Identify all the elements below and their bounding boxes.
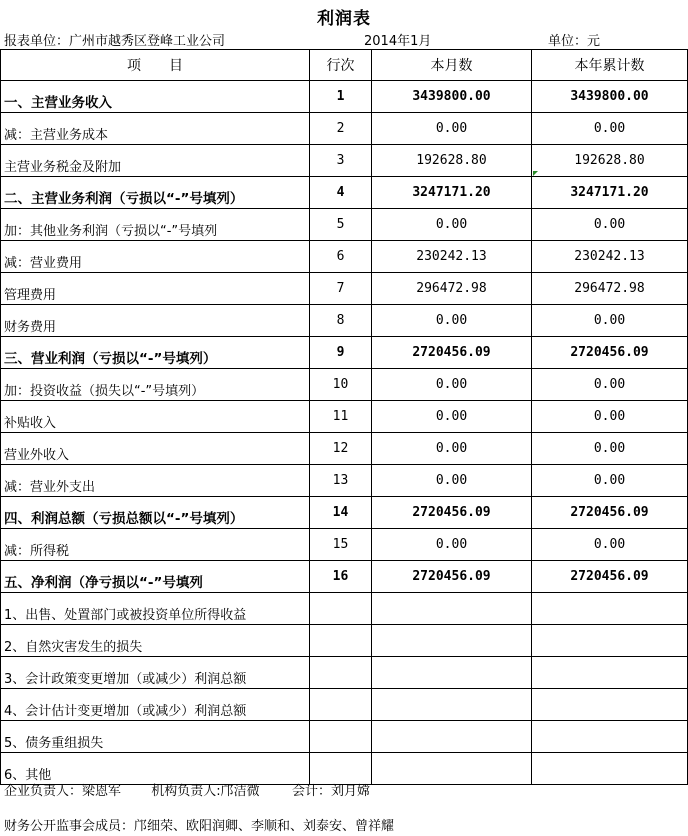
row-ytd-value: 2720456.09	[532, 497, 688, 529]
table-row	[1, 401, 688, 433]
row-line-number: 7	[310, 273, 372, 305]
row-month-value: 3247171.20	[372, 177, 532, 209]
row-line-number: 6	[310, 241, 372, 273]
row-item-label: 6、其他	[1, 753, 310, 785]
row-line-number	[310, 689, 372, 721]
table-row	[1, 369, 688, 401]
table-row	[1, 273, 688, 305]
row-line-number: 8	[310, 305, 372, 337]
table-row	[1, 113, 688, 145]
row-line-number: 12	[310, 433, 372, 465]
row-item-label: 2、自然灾害发生的损失	[1, 625, 310, 657]
org-owner-signature: 机构负责人:邝洁微	[151, 784, 260, 799]
row-line-number	[310, 625, 372, 657]
row-ytd-value: 0.00	[532, 401, 688, 433]
row-month-value	[372, 689, 532, 721]
row-month-value: 0.00	[372, 369, 532, 401]
row-ytd-value: 0.00	[532, 433, 688, 465]
cell-comment-marker	[533, 171, 538, 176]
row-ytd-value: 192628.80	[532, 145, 688, 177]
income-statement-table	[0, 49, 688, 785]
row-item-label: 四、利润总额（亏损总额以“-”号填列）	[1, 497, 310, 529]
row-month-value: 0.00	[372, 305, 532, 337]
row-item-label: 营业外收入	[1, 433, 310, 465]
row-item-label: 五、净利润（净亏损以“-”号填列	[1, 561, 310, 593]
table-row	[1, 209, 688, 241]
row-line-number: 9	[310, 337, 372, 369]
row-ytd-value	[532, 657, 688, 689]
reporting-unit: 报表单位：广州市越秀区登峰工业公司	[4, 34, 226, 49]
row-item-label: 3、会计政策变更增加（或减少）利润总额	[1, 657, 310, 689]
row-line-number: 10	[310, 369, 372, 401]
row-month-value: 0.00	[372, 529, 532, 561]
row-ytd-value: 0.00	[532, 305, 688, 337]
table-row	[1, 561, 688, 593]
row-month-value	[372, 721, 532, 753]
col-header-item: 项 目	[1, 50, 310, 81]
row-item-label: 减：营业费用	[1, 241, 310, 273]
row-ytd-value	[532, 753, 688, 785]
owner-signature: 企业负责人：梁恩军	[4, 784, 122, 799]
accountant-signature: 会计：刘月嫦	[291, 784, 370, 799]
col-header-line: 行次	[310, 50, 372, 81]
row-item-label: 二、主营业务利润（亏损以“-”号填列）	[1, 177, 310, 209]
row-item-label: 减：营业外支出	[1, 465, 310, 497]
row-item-label: 减：主营业务成本	[1, 113, 310, 145]
table-row	[1, 81, 688, 113]
row-month-value: 2720456.09	[372, 497, 532, 529]
row-line-number: 1	[310, 81, 372, 113]
row-ytd-value	[532, 689, 688, 721]
table-row	[1, 337, 688, 369]
row-month-value: 2720456.09	[372, 337, 532, 369]
row-month-value: 2720456.09	[372, 561, 532, 593]
signature-line	[4, 780, 370, 799]
row-item-label: 加：其他业务利润（亏损以“-”号填列	[1, 209, 310, 241]
row-item-label: 加：投资收益（损失以“-”号填列）	[1, 369, 310, 401]
table-row	[1, 177, 688, 209]
table-row	[1, 497, 688, 529]
row-item-label: 一、主营业务收入	[1, 81, 310, 113]
report-period: 2014年1月	[364, 34, 432, 49]
row-line-number: 11	[310, 401, 372, 433]
committee-members: 财务公开监事会成员：邝细荣、欧阳润卿、李顺和、刘泰安、曾祥耀	[4, 819, 395, 834]
table-row	[1, 145, 688, 177]
row-item-label: 管理费用	[1, 273, 310, 305]
table-row	[1, 305, 688, 337]
row-item-label: 主营业务税金及附加	[1, 145, 310, 177]
row-ytd-value: 3247171.20	[532, 177, 688, 209]
row-line-number	[310, 721, 372, 753]
row-item-label: 5、债务重组损失	[1, 721, 310, 753]
row-item-label: 4、会计估计变更增加（或减少）利润总额	[1, 689, 310, 721]
table-row	[1, 593, 688, 625]
row-line-number	[310, 657, 372, 689]
row-line-number: 13	[310, 465, 372, 497]
table-row	[1, 465, 688, 497]
table-row	[1, 689, 688, 721]
table-row	[1, 529, 688, 561]
row-ytd-value: 0.00	[532, 369, 688, 401]
row-line-number: 4	[310, 177, 372, 209]
row-month-value: 0.00	[372, 433, 532, 465]
row-ytd-value: 0.00	[532, 529, 688, 561]
row-line-number: 2	[310, 113, 372, 145]
row-month-value: 0.00	[372, 113, 532, 145]
row-month-value: 192628.80	[372, 145, 532, 177]
row-ytd-value	[532, 593, 688, 625]
row-ytd-value: 2720456.09	[532, 561, 688, 593]
row-item-label: 财务费用	[1, 305, 310, 337]
table-row	[1, 433, 688, 465]
row-month-value	[372, 657, 532, 689]
row-item-label: 1、出售、处置部门或被投资单位所得收益	[1, 593, 310, 625]
currency-unit: 单位：元	[548, 34, 601, 49]
row-line-number: 3	[310, 145, 372, 177]
row-line-number: 16	[310, 561, 372, 593]
header-row	[1, 50, 688, 81]
row-ytd-value: 3439800.00	[532, 81, 688, 113]
table-row	[1, 241, 688, 273]
row-ytd-value: 230242.13	[532, 241, 688, 273]
row-month-value	[372, 593, 532, 625]
row-month-value: 0.00	[372, 209, 532, 241]
col-header-ytd: 本年累计数	[532, 50, 688, 81]
row-month-value	[372, 753, 532, 785]
row-ytd-value	[532, 721, 688, 753]
row-month-value	[372, 625, 532, 657]
row-line-number: 5	[310, 209, 372, 241]
report-title: 利润表	[317, 9, 371, 29]
col-header-month: 本月数	[372, 50, 532, 81]
row-ytd-value: 0.00	[532, 465, 688, 497]
row-month-value: 3439800.00	[372, 81, 532, 113]
row-item-label: 补贴收入	[1, 401, 310, 433]
row-month-value: 0.00	[372, 465, 532, 497]
table-row	[1, 625, 688, 657]
row-line-number: 14	[310, 497, 372, 529]
row-month-value: 0.00	[372, 401, 532, 433]
report-meta	[0, 30, 688, 50]
row-line-number: 15	[310, 529, 372, 561]
table-row	[1, 657, 688, 689]
row-month-value: 296472.98	[372, 273, 532, 305]
table-row	[1, 721, 688, 753]
row-ytd-value: 296472.98	[532, 273, 688, 305]
row-month-value: 230242.13	[372, 241, 532, 273]
row-item-label: 三、营业利润（亏损以“-”号填列）	[1, 337, 310, 369]
row-line-number	[310, 593, 372, 625]
row-item-label: 减：所得税	[1, 529, 310, 561]
row-ytd-value	[532, 625, 688, 657]
row-ytd-value: 0.00	[532, 113, 688, 145]
row-ytd-value: 0.00	[532, 209, 688, 241]
row-ytd-value: 2720456.09	[532, 337, 688, 369]
